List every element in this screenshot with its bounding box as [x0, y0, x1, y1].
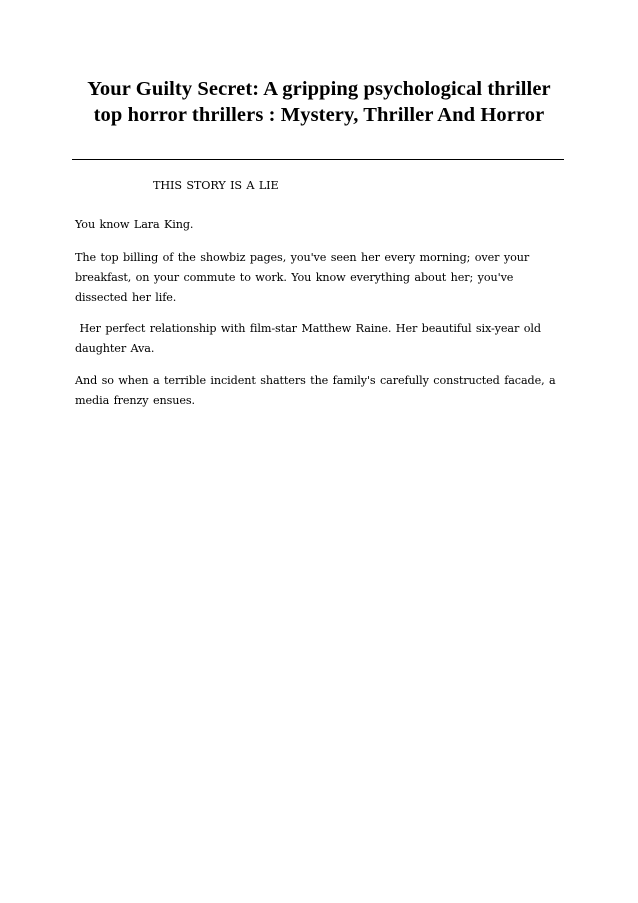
tagline: THIS STORY IS A LIE — [153, 179, 279, 192]
document-title: Your Guilty Secret: A gripping psychological thriller top horror thrillers : Mystery, Thriller And Horror — [87, 78, 551, 126]
paragraph-4: And so when a terrible incident shatters the family's carefully constructed facade, a media frenzy ensues. — [75, 374, 556, 407]
paragraph-3: Her perfect relationship with film-star Matthew Raine. Her beautiful six-year old daughter Ava. — [75, 322, 546, 355]
title-divider — [72, 159, 564, 160]
paragraph-2: The top billing of the showbiz pages, you've seen her every morning; over your breakfast, on your commute to work. You know everything about her; you've dissected her life. — [75, 251, 530, 304]
paragraph-1: You know Lara King. — [75, 218, 194, 231]
